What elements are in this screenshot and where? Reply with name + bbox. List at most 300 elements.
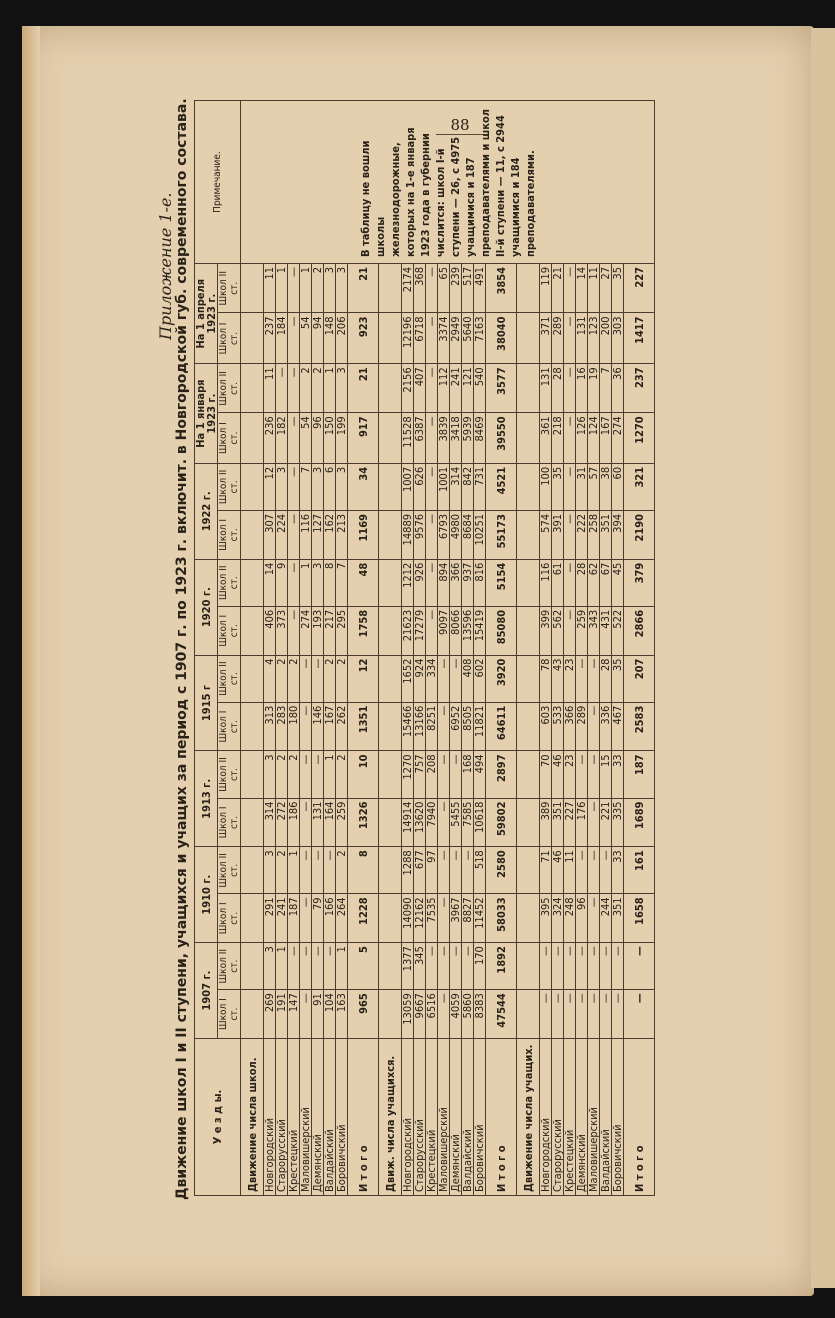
value-cell: 2 [336,655,348,702]
value-cell: 9 [276,559,288,606]
value-cell: — [564,313,576,364]
value-cell: — [300,847,312,894]
value-cell: 303 [612,313,624,364]
total-cell: 47544 [486,990,517,1039]
value-cell: 7 [600,364,612,413]
value-cell: 1 [300,559,312,606]
value-cell: 4980 [450,510,462,559]
table-row [312,101,324,1196]
section-title: Движ. числа учащихся. [379,1039,402,1196]
value-cell: — [576,847,588,894]
section-row [517,101,540,1196]
value-cell: 21 [552,264,564,314]
value-cell: 35 [612,655,624,702]
value-cell: — [564,559,576,606]
value-cell: 104 [324,990,336,1039]
value-cell: 6793 [438,510,450,559]
value-cell: 518 [474,847,486,894]
value-cell: 2 [312,264,324,314]
empty-cell [379,943,402,990]
value-cell: — [312,655,324,702]
value-cell: — [324,943,336,990]
empty-cell [241,364,264,413]
value-cell: 2949 [450,313,462,364]
table-row [414,101,426,1196]
empty-cell [241,313,264,364]
header-level-1: Школ I ст. [218,413,241,464]
value-cell: 431 [600,606,612,655]
header-level-2: Школ II ст. [218,264,241,314]
header-uezdy: У е з д ы. [195,1039,241,1196]
total-cell: 5154 [486,559,517,606]
page-number: 88 [450,116,470,134]
value-cell: 274 [300,606,312,655]
empty-cell [517,559,540,606]
value-cell: 11528 [402,413,414,464]
value-cell: 10618 [474,798,486,847]
header-level-2: Школ II ст. [218,463,241,510]
value-cell: 2174 [402,264,414,314]
value-cell: 97 [426,847,438,894]
value-cell: 3967 [450,894,462,943]
value-cell: 274 [612,413,624,464]
empty-cell [379,463,402,510]
value-cell: — [288,313,300,364]
value-cell: 7 [336,559,348,606]
empty-cell [241,606,264,655]
total-cell: 1169 [348,510,379,559]
uezd-name: Старорусский [552,1039,564,1196]
appendix-label: Приложение 1-е. [156,192,175,340]
value-cell: — [438,655,450,702]
total-cell: 10 [348,751,379,798]
value-cell: 2 [288,751,300,798]
value-cell: 9667 [414,990,426,1039]
value-cell: 248 [564,894,576,943]
value-cell: 79 [312,894,324,943]
value-cell: 33 [612,751,624,798]
value-cell: — [462,847,474,894]
value-cell: 162 [324,510,336,559]
header-period: 1920 г. [195,559,218,655]
value-cell: 146 [312,702,324,751]
value-cell: 23 [564,751,576,798]
value-cell: 19 [588,364,600,413]
value-cell: — [438,847,450,894]
value-cell: — [540,943,552,990]
value-cell: 395 [540,894,552,943]
value-cell: — [426,364,438,413]
uezd-name: Крестецкий [564,1039,576,1196]
value-cell: 283 [276,702,288,751]
value-cell: 389 [540,798,552,847]
value-cell: 244 [600,894,612,943]
value-cell: 38 [600,463,612,510]
value-cell: 603 [540,702,552,751]
value-cell: — [300,894,312,943]
value-cell: 2 [312,364,324,413]
header-level-1: Школ I ст. [218,313,241,364]
value-cell: 2 [324,655,336,702]
value-cell: 2 [276,751,288,798]
value-cell: 533 [552,702,564,751]
value-cell: 522 [612,606,624,655]
value-cell: 351 [600,510,612,559]
total-cell: 1658 [624,894,655,943]
value-cell: 237 [264,313,276,364]
value-cell: 3 [324,264,336,314]
value-cell: 291 [264,894,276,943]
value-cell: 60 [612,463,624,510]
value-cell: 6952 [450,702,462,751]
value-cell: — [564,943,576,990]
value-cell: 11452 [474,894,486,943]
empty-cell [241,990,264,1039]
value-cell: 2 [276,655,288,702]
value-cell: — [426,264,438,314]
value-cell: — [612,943,624,990]
total-label: И т о г о [624,1039,655,1196]
empty-cell [517,847,540,894]
value-cell: — [288,510,300,559]
value-cell: 167 [600,413,612,464]
section-row [241,101,264,1196]
value-cell: 176 [576,798,588,847]
empty-cell [517,463,540,510]
empty-cell [379,264,402,314]
table-row [474,101,486,1196]
header-period: 1913 г. [195,751,218,847]
value-cell: — [300,798,312,847]
value-cell: 5939 [462,413,474,464]
value-cell: 602 [474,655,486,702]
value-cell: 2 [276,847,288,894]
value-cell: 14889 [402,510,414,559]
value-cell: 1 [336,943,348,990]
value-cell: 14914 [402,798,414,847]
empty-cell [241,798,264,847]
value-cell: 816 [474,559,486,606]
value-cell: 3 [276,463,288,510]
uezd-name: Валдайский [600,1039,612,1196]
value-cell: 70 [540,751,552,798]
value-cell: 11 [588,264,600,314]
value-cell: 12196 [402,313,414,364]
empty-cell [379,655,402,702]
rotated-content [154,100,794,1200]
empty-cell [379,364,402,413]
value-cell: — [564,990,576,1039]
value-cell: 36 [612,364,624,413]
value-cell: 28 [576,559,588,606]
value-cell: 46 [552,847,564,894]
total-cell: 39550 [486,413,517,464]
value-cell: 407 [414,364,426,413]
value-cell: 8066 [450,606,462,655]
value-cell: — [438,894,450,943]
value-cell: 15419 [474,606,486,655]
value-cell: — [576,990,588,1039]
value-cell: 7163 [474,313,486,364]
value-cell: 894 [438,559,450,606]
total-cell: 917 [348,413,379,464]
value-cell: 239 [450,264,462,314]
value-cell: 677 [414,847,426,894]
uezd-name: Маловишерский [300,1039,312,1196]
value-cell: 626 [414,463,426,510]
total-cell: 5 [348,943,379,990]
header-period: На 1 апреля 1923 г. [195,264,218,364]
value-cell: 324 [552,894,564,943]
value-cell: 43 [552,655,564,702]
value-cell: 2 [288,655,300,702]
value-cell: 314 [450,463,462,510]
value-cell: — [288,364,300,413]
value-cell: — [564,413,576,464]
empty-cell [379,313,402,364]
value-cell: 307 [264,510,276,559]
value-cell: — [288,264,300,314]
value-cell: 335 [612,798,624,847]
value-cell: 206 [336,313,348,364]
value-cell: 351 [552,798,564,847]
value-cell: 6387 [414,413,426,464]
table-row [450,101,462,1196]
value-cell: 127 [312,510,324,559]
empty-cell [517,606,540,655]
empty-cell [517,798,540,847]
total-cell: 207 [624,655,655,702]
value-cell: 336 [600,702,612,751]
uezd-name: Крестецкий [288,1039,300,1196]
value-cell: 13620 [414,798,426,847]
total-cell: 2190 [624,510,655,559]
total-cell: 1689 [624,798,655,847]
value-cell: 408 [462,655,474,702]
empty-cell [241,655,264,702]
value-cell: 1 [276,264,288,314]
value-cell: 15 [600,751,612,798]
value-cell: 28 [600,655,612,702]
uezd-name: Маловишерский [438,1039,450,1196]
value-cell: — [288,463,300,510]
value-cell: 399 [540,606,552,655]
table-row [402,101,414,1196]
total-cell: 48 [348,559,379,606]
value-cell: 391 [552,510,564,559]
value-cell: — [426,463,438,510]
total-cell: 187 [624,751,655,798]
value-cell: 78 [540,655,552,702]
value-cell: 168 [462,751,474,798]
value-cell: 517 [462,264,474,314]
value-cell: 180 [288,702,300,751]
table-row [552,101,564,1196]
value-cell: — [426,413,438,464]
value-cell: 314 [264,798,276,847]
header-level-2: Школ II ст. [218,364,241,413]
value-cell: — [288,943,300,990]
section-title: Движение числа школ. [241,1039,264,1196]
value-cell: 112 [438,364,450,413]
total-cell: 321 [624,463,655,510]
header-level-1: Школ I ст. [218,990,241,1039]
value-cell: 361 [540,413,552,464]
value-cell: 3 [336,463,348,510]
value-cell: 131 [540,364,552,413]
value-cell: 562 [552,606,564,655]
value-cell: 491 [474,264,486,314]
value-cell: 2 [336,847,348,894]
value-cell: 65 [438,264,450,314]
total-cell: 1326 [348,798,379,847]
header-row-levels [218,101,241,1196]
value-cell: — [438,702,450,751]
value-cell: — [588,990,600,1039]
table-row [588,101,600,1196]
total-cell: 379 [624,559,655,606]
value-cell: 46 [552,751,564,798]
empty-cell [517,990,540,1039]
total-cell: 34 [348,463,379,510]
value-cell: 1001 [438,463,450,510]
value-cell: — [312,751,324,798]
value-cell: — [462,943,474,990]
value-cell: — [576,751,588,798]
value-cell: 757 [414,751,426,798]
header-level-1: Школ I ст. [218,510,241,559]
total-cell: 21 [348,364,379,413]
header-row-periods [195,101,218,1196]
value-cell: 170 [474,943,486,990]
header-level-1: Школ I ст. [218,606,241,655]
value-cell: — [450,847,462,894]
empty-cell [241,847,264,894]
value-cell: 31 [576,463,588,510]
value-cell: 5640 [462,313,474,364]
empty-cell [241,894,264,943]
table-body [241,101,655,1196]
empty-cell [517,751,540,798]
empty-cell [241,943,264,990]
value-cell: 1212 [402,559,414,606]
value-cell: 13059 [402,990,414,1039]
empty-cell [379,559,402,606]
value-cell: — [588,751,600,798]
total-cell: 1892 [486,943,517,990]
value-cell: 12 [264,463,276,510]
value-cell: 222 [576,510,588,559]
value-cell: 373 [276,606,288,655]
value-cell: 12162 [414,894,426,943]
total-cell: 3577 [486,364,517,413]
value-cell: 71 [540,847,552,894]
table-row [336,101,348,1196]
value-cell: 199 [336,413,348,464]
value-cell: 3 [336,364,348,413]
header-level-2: Школ II ст. [218,559,241,606]
total-cell: 161 [624,847,655,894]
value-cell: — [276,364,288,413]
header-level-2: Школ II ст. [218,943,241,990]
header-level-1: Школ I ст. [218,702,241,751]
value-cell: 1270 [402,751,414,798]
value-cell: 131 [312,798,324,847]
table-header [195,101,241,1196]
value-cell: 126 [576,413,588,464]
total-cell: 2866 [624,606,655,655]
empty-cell [517,894,540,943]
value-cell: 14 [264,559,276,606]
value-cell: 221 [600,798,612,847]
value-cell: — [564,510,576,559]
empty-cell [241,413,264,464]
value-cell: 1 [276,943,288,990]
uezd-name: Новгородский [264,1039,276,1196]
value-cell: 7940 [426,798,438,847]
value-cell: — [576,655,588,702]
empty-cell [379,798,402,847]
value-cell: 258 [588,510,600,559]
value-cell: 540 [474,364,486,413]
value-cell: — [552,990,564,1039]
value-cell: — [588,894,600,943]
value-cell: — [426,559,438,606]
total-row [624,101,655,1196]
total-label: И т о г о [486,1039,517,1196]
value-cell: 6718 [414,313,426,364]
value-cell: — [438,943,450,990]
value-cell: 94 [312,313,324,364]
empty-cell [517,264,540,314]
value-cell: 33 [612,847,624,894]
value-cell: 1652 [402,655,414,702]
value-cell: 217 [324,606,336,655]
value-cell: 313 [264,702,276,751]
empty-cell [241,751,264,798]
value-cell: 7535 [426,894,438,943]
empty-cell [517,702,540,751]
value-cell: 1 [300,264,312,314]
empty-cell [379,702,402,751]
empty-cell [241,264,264,314]
table-row [288,101,300,1196]
value-cell: 924 [414,655,426,702]
value-cell: 200 [600,313,612,364]
value-cell: 241 [276,894,288,943]
value-cell: 8251 [426,702,438,751]
table-title: Движение школ I и II ступени, учащихся и учащих за период с 1907 г. по 1923 г. включит. в Новгородской губ. современного состава. [174,98,190,1200]
total-cell: 85080 [486,606,517,655]
table-row [426,101,438,1196]
uezd-name: Крестецкий [426,1039,438,1196]
value-cell: 3418 [450,413,462,464]
value-cell: — [564,463,576,510]
value-cell: — [564,606,576,655]
value-cell: 186 [288,798,300,847]
value-cell: 96 [312,413,324,464]
value-cell: 1377 [402,943,414,990]
value-cell: 368 [414,264,426,314]
total-row [486,101,517,1196]
value-cell: 351 [612,894,624,943]
empty-cell [517,313,540,364]
value-cell: — [426,313,438,364]
empty-cell [241,510,264,559]
value-cell: — [312,847,324,894]
value-cell: 8827 [462,894,474,943]
value-cell: 227 [564,798,576,847]
